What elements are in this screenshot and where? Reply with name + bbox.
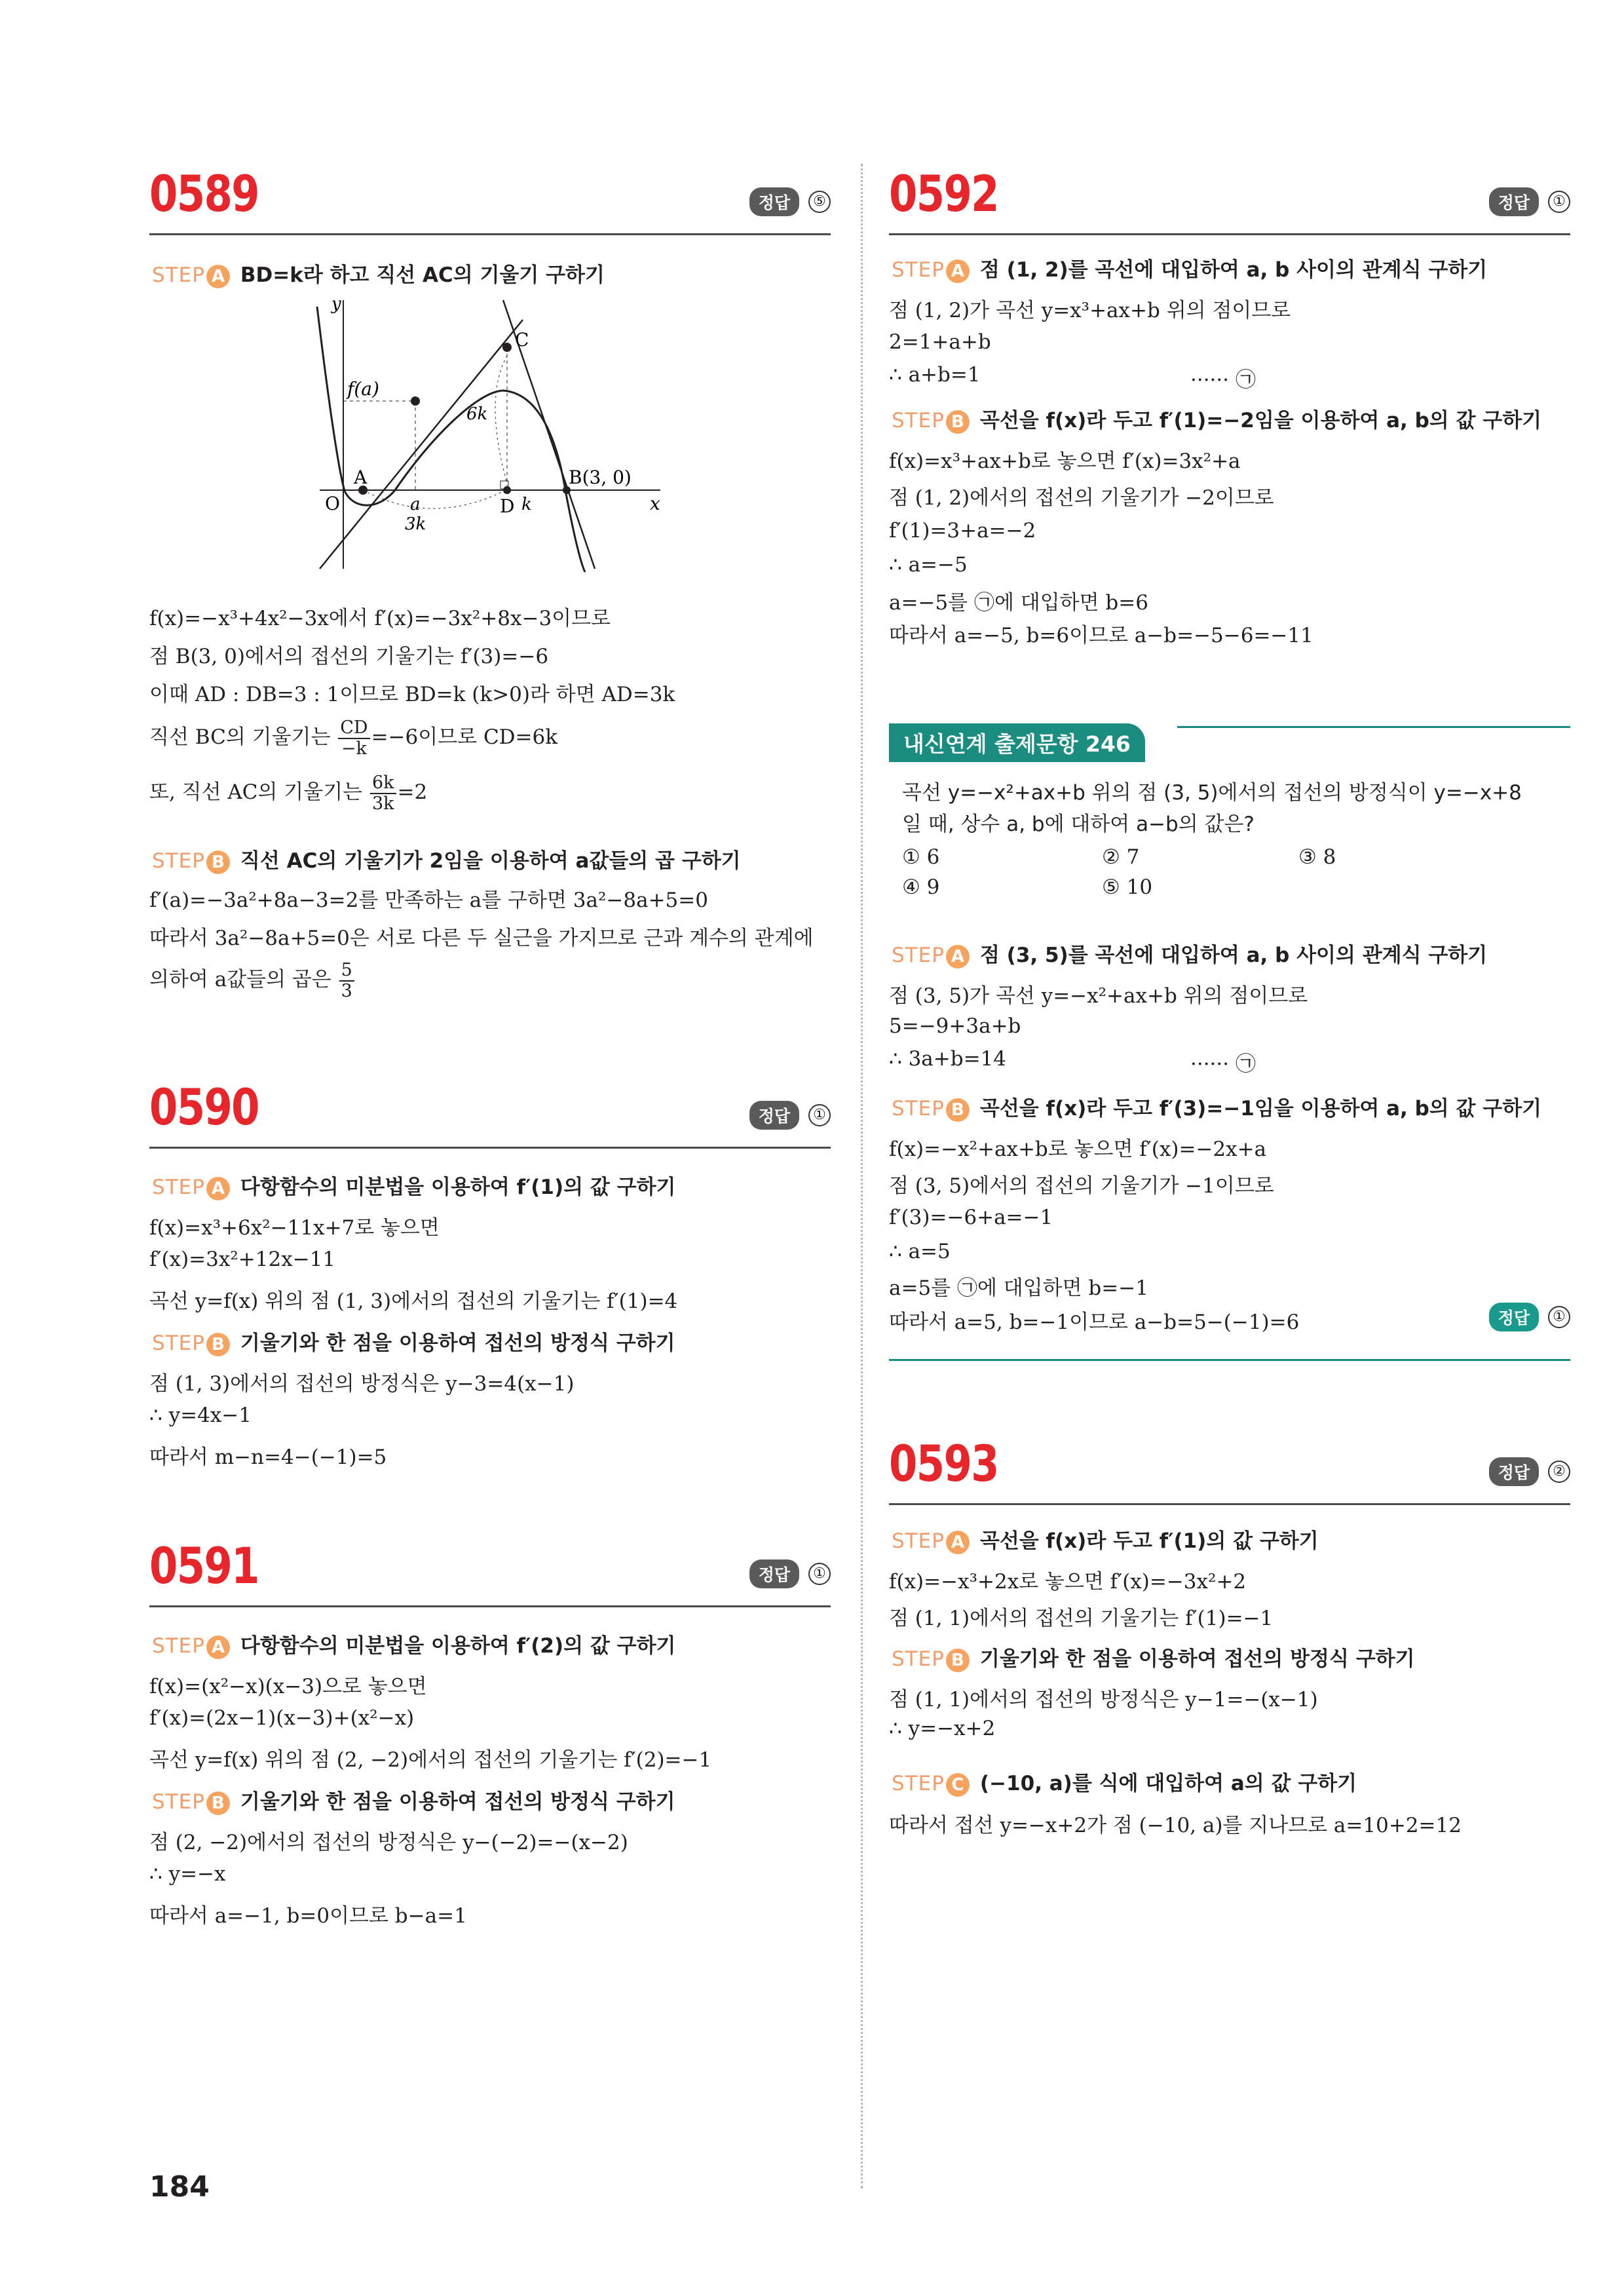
text-line: 따라서 a=−5, b=6이므로 a−b=−5−6=−11	[889, 624, 1313, 647]
problem-number: 0593	[889, 1434, 998, 1493]
k-label: k	[521, 495, 532, 514]
a-label: a	[410, 495, 421, 514]
point-a-label: A	[354, 467, 368, 488]
3k-label: 3k	[405, 514, 426, 534]
step-a	[152, 258, 605, 288]
header-rule	[889, 1503, 1570, 1505]
question-line: 일 때, 상수 a, b에 대하여 a−b의 값은?	[902, 813, 1255, 836]
choice-2: ② 7	[1102, 845, 1140, 869]
problem-number: 0589	[149, 164, 259, 223]
step-b: STEP B 곡선을 f(x)라 두고 f′(3)=−1임을 이용하여 a, b의 값 구하기	[892, 1097, 1542, 1120]
text-line: 따라서 a=5, b=−1이므로 a−b=5−(−1)=6	[889, 1311, 1300, 1334]
text-line: 점 (1, 1)에서의 접선의 기울기는 f′(1)=−1	[889, 1607, 1274, 1630]
problem-number: 0592	[889, 164, 998, 223]
point-d-label: D	[500, 495, 515, 517]
text-line: 점 (1, 2)에서의 접선의 기울기가 −2이므로	[889, 486, 1274, 510]
y-axis-label: y	[331, 294, 341, 314]
step-label: STEP	[152, 849, 205, 873]
equation-mark: ······ ㉠	[1190, 368, 1256, 392]
text-line: f(x)=x³+6x²−11x+7로 놓으면	[149, 1216, 440, 1240]
x-axis-label: x	[650, 493, 660, 514]
bc-slope-line: 직선 BC의 기울기는 $\frac{CD}{-k}$ =−6이므로 CD=6k	[149, 718, 557, 759]
step-b: STEP B 기울기와 한 점을 이용하여 접선의 방정식 구하기	[152, 1790, 675, 1814]
text-line: f′(a)=−3a²+8a−3=2를 만족하는 a를 구하면 3a²−8a+5=0	[149, 889, 708, 912]
problem-number: 0591	[149, 1537, 259, 1595]
answer-value: ①	[808, 1563, 831, 1585]
text-line: 5=−9+3a+b	[889, 1014, 1021, 1038]
step-label: STEP	[152, 263, 205, 287]
text-line: 따라서 접선 y=−x+2가 점 (−10, a)를 지나므로 a=10+2=12	[889, 1814, 1462, 1837]
step-b: STEP B 기울기와 한 점을 이용하여 접선의 방정식 구하기	[892, 1647, 1415, 1671]
text-line: 점 (1, 1)에서의 접선의 방정식은 y−1=−(x−1)	[889, 1688, 1318, 1712]
fa-label: f(a)	[347, 378, 379, 400]
text-line: 점 B(3, 0)에서의 접선의 기울기는 f′(3)=−6	[149, 645, 549, 668]
text-line: 이때 AD : DB=3 : 1이므로 BD=k (k>0)라 하면 AD=3k	[149, 683, 675, 706]
step-letter: B	[206, 851, 230, 874]
step-a: STEP A 다항함수의 미분법을 이용하여 f′(1)의 값 구하기	[152, 1176, 676, 1199]
step-a: STEP A 곡선을 f(x)라 두고 f′(1)의 값 구하기	[892, 1529, 1319, 1553]
text-line: ∴ a+b=1	[889, 363, 981, 387]
answer-badge: 정답	[749, 187, 799, 216]
function-graph	[307, 294, 673, 575]
answer-box	[749, 1101, 831, 1130]
choice-5: ⑤ 10	[1102, 875, 1153, 899]
answer-badge: 정답	[749, 1559, 799, 1588]
point-b-label: B(3, 0)	[569, 467, 632, 488]
naesin-top-rule	[1177, 726, 1570, 728]
header-rule	[149, 233, 831, 235]
text-line: 점 (2, −2)에서의 접선의 방정식은 y−(−2)=−(x−2)	[149, 1831, 628, 1854]
6k-label: 6k	[466, 404, 488, 424]
text-line: f(x)=x³+ax+b로 놓으면 f′(x)=3x²+a	[889, 450, 1241, 473]
text-line: 점 (1, 3)에서의 접선의 방정식은 y−3=4(x−1)	[149, 1372, 575, 1396]
step-letter: A	[206, 265, 230, 288]
naesin-header: 내신연계 출제문항 246	[889, 723, 1145, 762]
question-line: 곡선 y=−x²+ax+b 위의 점 (3, 5)에서의 접선의 방정식이 y=−x+8	[902, 781, 1522, 805]
page-number: 184	[149, 2170, 210, 2204]
naesin-box	[889, 723, 1570, 1366]
text-line: 따라서 3a²−8a+5=0은 서로 다른 두 실근을 가지므로 근과 계수의 관계에	[149, 927, 814, 950]
product-line: 의하여 a값들의 곱은 $\frac{5}{3}$	[149, 961, 356, 1001]
text-line: f′(x)=3x²+12x−11	[149, 1248, 336, 1271]
text-line: 곡선 y=f(x) 위의 점 (1, 3)에서의 접선의 기울기는 f′(1)=4	[149, 1290, 678, 1313]
answer-value: ①	[1548, 191, 1570, 213]
step-b: STEP B 곡선을 f(x)라 두고 f′(1)=−2임을 이용하여 a, b의 값 구하기	[892, 409, 1542, 432]
text-line: 점 (3, 5)가 곡선 y=−x²+ax+b 위의 점이므로	[889, 984, 1308, 1008]
problem-number: 0590	[149, 1078, 259, 1136]
text-line: f′(x)=(2x−1)(x−3)+(x²−x)	[149, 1706, 415, 1730]
step-b: STEP B 기울기와 한 점을 이용하여 접선의 방정식 구하기	[152, 1331, 675, 1355]
fraction: $\frac{CD}{-k}$	[338, 718, 369, 758]
answer-value: ⑤	[808, 191, 831, 213]
text-line: f(x)=(x²−x)(x−3)으로 놓으면	[149, 1675, 427, 1698]
text-line: a=5를 ㉠에 대입하면 b=−1	[889, 1276, 1148, 1300]
answer-badge: 정답	[1489, 1457, 1539, 1486]
step-a: STEP A 다항함수의 미분법을 이용하여 f′(2)의 값 구하기	[152, 1634, 676, 1658]
text-line: ∴ a=5	[889, 1240, 951, 1263]
text-line: 2=1+a+b	[889, 330, 991, 354]
point-c-label: C	[515, 329, 529, 351]
choice-4: ④ 9	[902, 875, 940, 899]
answer-box	[749, 187, 831, 216]
answer-badge: 정답	[1489, 187, 1539, 216]
answer-box	[1489, 1457, 1570, 1486]
text-line: f′(3)=−6+a=−1	[889, 1206, 1053, 1229]
text-line: 점 (1, 2)가 곡선 y=x³+ax+b 위의 점이므로	[889, 299, 1291, 322]
step-a: STEP A 점 (1, 2)를 곡선에 대입하여 a, b 사이의 관계식 구하기	[892, 258, 1488, 282]
step-b	[152, 844, 741, 874]
text-line: a=−5를 ㉠에 대입하면 b=6	[889, 591, 1148, 615]
text-line: f(x)=−x³+4x²−3x에서 f′(x)=−3x²+8x−3이므로	[149, 607, 611, 630]
text-line: ∴ 3a+b=14	[889, 1047, 1007, 1071]
answer-value: ①	[808, 1104, 831, 1126]
answer-badge: 정답	[1489, 1303, 1539, 1331]
fraction: $\frac{5}{3}$	[339, 961, 354, 1001]
header-rule	[889, 233, 1570, 235]
text-line: ∴ y=4x−1	[149, 1404, 252, 1427]
answer-value: ②	[1548, 1461, 1570, 1483]
ac-slope-line: 또, 직선 AC의 기울기는 $\frac{6k}{3k}$ =2	[149, 773, 428, 814]
text-line: 따라서 m−n=4−(−1)=5	[149, 1445, 387, 1469]
text-line: 따라서 a=−1, b=0이므로 b−a=1	[149, 1904, 467, 1928]
step-a: STEP A 점 (3, 5)를 곡선에 대입하여 a, b 사이의 관계식 구하기	[892, 944, 1488, 967]
text-line: ∴ y=−x	[149, 1862, 226, 1886]
step-title: BD=k라 하고 직선 AC의 기울기 구하기	[240, 263, 605, 287]
answer-box	[749, 1559, 831, 1588]
naesin-bottom-rule	[889, 1359, 1570, 1361]
text-line: ∴ a=−5	[889, 553, 968, 577]
text-line: 점 (3, 5)에서의 접선의 기울기가 −1이므로	[889, 1174, 1274, 1198]
text-line: ∴ y=−x+2	[889, 1717, 996, 1740]
step-title: 직선 AC의 기울기가 2임을 이용하여 a값들의 곱 구하기	[240, 849, 741, 873]
answer-box	[1489, 187, 1570, 216]
origin-label: O	[325, 493, 340, 514]
header-rule	[149, 1605, 831, 1607]
text-line: f′(1)=3+a=−2	[889, 519, 1036, 543]
text-line: f(x)=−x³+2x로 놓으면 f′(x)=−3x²+2	[889, 1570, 1247, 1594]
choice-1: ① 6	[902, 845, 940, 869]
column-divider	[861, 164, 863, 2189]
fraction: $\frac{6k}{3k}$	[370, 773, 396, 813]
answer-badge: 정답	[749, 1101, 799, 1130]
choice-3: ③ 8	[1298, 845, 1336, 869]
text-line: f(x)=−x²+ax+b로 놓으면 f′(x)=−2x+a	[889, 1138, 1267, 1161]
answer-box	[1489, 1303, 1570, 1331]
step-c: STEP C (−10, a)를 식에 대입하여 a의 값 구하기	[892, 1772, 1357, 1795]
header-rule	[149, 1147, 831, 1149]
equation-mark: ······ ㉠	[1190, 1052, 1256, 1076]
answer-value: ①	[1548, 1306, 1570, 1328]
text-line: 곡선 y=f(x) 위의 점 (2, −2)에서의 접선의 기울기는 f′(2)=−1	[149, 1748, 712, 1772]
